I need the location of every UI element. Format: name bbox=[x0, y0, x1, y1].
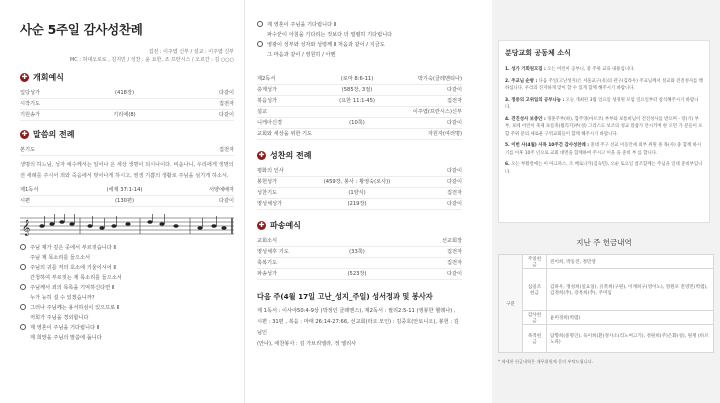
psalm-verse: 저희가 주님을 경외합니다 bbox=[30, 315, 89, 321]
psalm-verse: 주님의 귀를 저의 호소에 기울이시어 Ⅱ bbox=[20, 263, 234, 273]
circle-icon bbox=[20, 284, 26, 290]
circle-icon bbox=[257, 41, 263, 47]
order-row: 니케아신경 (10쪽) 다같이 bbox=[257, 118, 462, 129]
table-row: 구분 주일헌금 전이희, 박동진, 정민영 bbox=[499, 255, 714, 269]
music-staff bbox=[20, 213, 234, 239]
order-row: 기원송가 기리에(8) 다같이 bbox=[20, 110, 234, 121]
psalm-verse: 제 영혼이 주님을 기다립니다 Ⅱ bbox=[257, 20, 462, 30]
order-row: 축복기도 집전자 bbox=[257, 258, 462, 269]
section-eucharist: ✚ 성찬의 전례 bbox=[258, 151, 312, 160]
order-row: 복음성가 (요한 11:1-45) 집전자 bbox=[257, 96, 462, 107]
section-dismissal: ✚ 파송예식 bbox=[258, 221, 301, 230]
order-row: 파송성가 (523장) 다같이 bbox=[257, 269, 462, 280]
psalm-verse: 그러나 주님께는 용서하심이 있으므로 Ⅱ bbox=[20, 303, 234, 313]
order-row: 시작기도 집전자 bbox=[20, 99, 234, 110]
middle-column bbox=[244, 0, 472, 403]
offering-title: 지난 주 헌금내역 bbox=[576, 238, 632, 247]
collect-prayer: 생명의 하느님, 성자 예수께서는 일어나 온 세상 생명이 되시나이다. 비옵나니, 우리에게 생명의 전 세례를 주시어 죄와 죽음에서 벗어나게 하시고, 영생 기쁨의 생활로 주님을 섬기게 하소서. bbox=[20, 162, 234, 179]
offering-table bbox=[498, 254, 714, 353]
right-column bbox=[492, 0, 720, 403]
community-news-title: 분당교회 공동체 소식 bbox=[505, 49, 571, 57]
order-row: 본기도 집전자 bbox=[20, 145, 234, 156]
svg-text:𝄞: 𝄞 bbox=[22, 220, 31, 236]
psalm-verse: 파수꾼이 아침을 기다리는 것보다 더 열렬히 기다립니다 bbox=[267, 32, 393, 38]
order-row: 평화의 인사 다같이 bbox=[257, 166, 462, 177]
readings-list bbox=[257, 74, 462, 140]
order-row: 영성체후 기도 (33쪽) 집전자 bbox=[257, 247, 462, 258]
left-column bbox=[0, 0, 244, 403]
gutter bbox=[472, 0, 492, 403]
psalm-verses bbox=[20, 243, 234, 343]
circle-icon bbox=[20, 304, 26, 310]
section-opening: ✚ 개회예식 bbox=[21, 73, 64, 82]
circle-icon bbox=[257, 21, 263, 27]
table-row: 감사헌금 윤미경희(벽뎀) bbox=[499, 311, 714, 325]
psalm-tone-notation bbox=[20, 213, 234, 239]
psalm-verse: 제 희망을 주님의 말씀에 둡니다 bbox=[30, 335, 102, 341]
news-item: 3. 정중의 고위일의 공부나눔 : 오늘 개최된 3월 일요일 성경원 모임 일요일부터 참석해주시기 바랍니다. bbox=[505, 97, 699, 110]
order-row: 입당성가 (418장) 다같이 bbox=[20, 88, 234, 99]
circle-icon bbox=[20, 264, 26, 270]
offering-group-cell: 구분 bbox=[499, 255, 523, 353]
psalm-verse: 영광이 성부와 성자와 성령께 Ⅱ 처음과 같이 / 지금도 bbox=[257, 40, 462, 50]
cross-icon: ✚ bbox=[21, 130, 28, 138]
next-week-heading: 다음 주(4월 17일 고난_성지_주일) 성서정과 및 봉사자 bbox=[257, 292, 433, 301]
offering-note: * 제세한 헌금내역은 재무위원께 문의 부탁드립니다. bbox=[498, 359, 594, 364]
news-item: 2. 주교님 순방 : 다음 주일(고난성지)은 서울교구(유)의 관구(김라우) 주교님께서 설교와 견진성사를 행하십니다. 우리의 진지하게 맞이 할 수 있게 함께 해주시기 바랍니다. bbox=[505, 78, 703, 91]
psalm-verse: 제 영혼이 주님을 기다립니다 Ⅱ bbox=[20, 323, 234, 333]
psalm-verses-continued bbox=[257, 20, 462, 60]
psalm-verse: 주님께서 죄의 목록을 기억하신다면 Ⅱ bbox=[20, 283, 234, 293]
psalm-verse: 주님 제 목소리를 들으소서 bbox=[30, 255, 91, 261]
news-item: 5. 이번 사(4월) 사목 10주간 감사성찬례 : 중대 주구 선교 이동안세 외부 위원 몰 목(사) 중 함께 하시기를 이후 10주 년으로 교회 대면을 함께하여 주시고 이웃 을 준비 부 를 합니다. bbox=[505, 143, 702, 156]
psalm-verse: 누가 능히 설 수 있겠습니까? bbox=[30, 295, 95, 301]
cross-icon: ✚ bbox=[258, 221, 265, 229]
order-row: 제1독서 (에제 37:1-14) 서양예배자 bbox=[20, 185, 234, 196]
next-week-details: 제 1독서 : 이사야50:4-9상 (박정인 클레멘스), 제2독서 : 필리2:5-11 (앵봉한 헬레나) , 시편 : 31편 , 복음 : 마태 26:14-27:66, 선교회(라오 모인) : 김중호(안토니오), 봉헌 : 김 님인 (안나), 애찬봉사 : 김 가브리엘라, 정 엘리사 bbox=[257, 308, 459, 347]
order-row: 성찬기도 (1양식) 집전자 bbox=[257, 188, 462, 199]
psalm-verse: 간청하여 부르짖는 제 목소리를 들으소서 bbox=[30, 275, 122, 281]
order-row: 교회소식 선교회장 bbox=[257, 236, 462, 247]
table-row: 십일조헌금 김하우, 정성희(일요일), 유복희(구원), 이재희구(영이노), 영원포 전영민(벽뎀), 김정희(추), 강옥희(추), 주미임 bbox=[499, 269, 714, 311]
order-row: 시편 (130편) 다같이 bbox=[20, 196, 234, 207]
psalm-verse: 그 마음과 같이 / 영원히 / 아멘 bbox=[267, 52, 336, 58]
cross-icon: ✚ bbox=[21, 73, 28, 81]
community-news-box bbox=[498, 40, 710, 223]
news-item: 4. 견진성사 보충안 : 정훈주부(하), 함주영(마르코) 부부와 보통희님이 견진성사를 받으며 - 장(기) 부부, 보테 어린이 축제 보름축(월리지)부(성) 그리스도 보조의 성교 말씀가 안시키며 한 오면 가 분들이 포함 주위 분의 새로운 구역교회들이 함께 해주시기 바랍니다. bbox=[505, 116, 703, 137]
news-item: 1. 성가 기회원모집 : 오는 어린이 공부니, 중 주위 교육 내용입니다. bbox=[505, 67, 635, 72]
section-word: ✚ 말씀의 전례 bbox=[21, 130, 75, 139]
service-officiants: 집전 : 이주엽 신부 / 설교 : 이주엽 신부 MC : 허대오로로 , 김지민 / 성찬 : 윤 요한, 조 프란시스 / 오르간 : 김 ○○○ bbox=[69, 49, 234, 63]
table-row: 목적헌금 담향희(중명인), 육이희(환)정사소(리노여고기), 정원희(주)은화(성), 원재 (바르노파) bbox=[499, 325, 714, 353]
order-row: 봉헌성가 (459장, 봉사 : 황영숙(로사)) 다같이 bbox=[257, 177, 462, 188]
order-row: 설교 이주엽(프란시스)신부 bbox=[257, 107, 462, 118]
cross-icon: ✚ bbox=[258, 151, 265, 159]
news-item: 6. 오는 부활절에는 이 아크파스, 조 베로니카(김숙민), 오순 토요일 참조함께는 주님을 일대 준비부입니다. bbox=[505, 162, 703, 175]
order-row: 영성체성가 (219장) 다같이 bbox=[257, 199, 462, 210]
psalm-verse: 주님 제가 깊은 곳에서 부르짖습니다 Ⅱ bbox=[20, 243, 234, 253]
circle-icon bbox=[20, 244, 26, 250]
page-title: 사순 5주일 감사성찬례 bbox=[20, 22, 143, 37]
order-row: 층계성가 (585장, 3절) 다같이 bbox=[257, 85, 462, 96]
order-row: 제2독서 (로마 8:6-11) 박기숙(클레멘티나) bbox=[257, 74, 462, 85]
circle-icon bbox=[20, 324, 26, 330]
order-row: 교회와 세상을 위한 기도 자원자(여러명) bbox=[257, 129, 462, 140]
